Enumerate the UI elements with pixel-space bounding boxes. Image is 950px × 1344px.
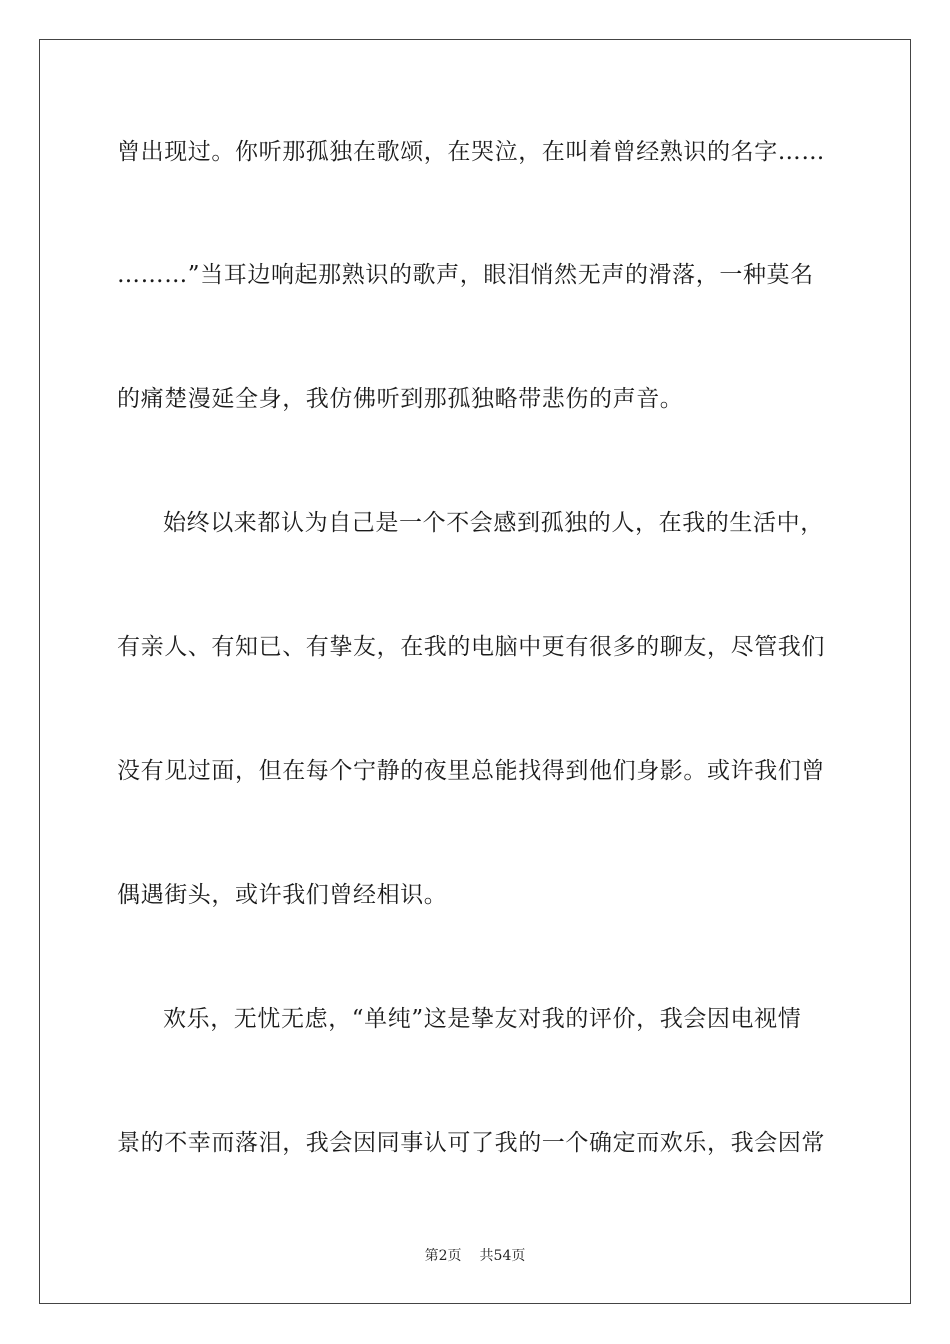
text-line: 有亲人、有知已、有挚友，在我的电脑中更有很多的聊友，尽管我们 xyxy=(117,634,825,660)
page-border xyxy=(39,39,911,1304)
paragraph-first-line: 欢乐，无忧无虑，“单纯”这是挚友对我的评价，我会因电视情 xyxy=(163,1006,802,1032)
text-line: 景的不幸而落泪，我会因同事认可了我的一个确定而欢乐，我会因常 xyxy=(117,1130,825,1156)
page-footer xyxy=(0,1246,950,1266)
page-number-total: 共54页 xyxy=(479,1248,526,1264)
text-line: ………”当耳边响起那熟识的歌声，眼泪悄然无声的滑落，一种莫名 xyxy=(117,262,814,288)
text-line: 的痛楚漫延全身，我仿佛听到那孤独略带悲伤的声音。 xyxy=(117,386,684,412)
text-line: 没有见过面，但在每个宁静的夜里总能找得到他们身影。或许我们曾 xyxy=(117,758,825,784)
text-line: 曾出现过。你听那孤独在歌颂，在哭泣，在叫着曾经熟识的名字…… xyxy=(117,139,825,165)
paragraph-first-line: 始终以来都认为自己是一个不会感到孤独的人，在我的生活中， xyxy=(163,510,824,536)
page-number-current: 第2页 xyxy=(424,1248,462,1264)
text-line: 偶遇街头，或许我们曾经相识。 xyxy=(117,882,448,908)
